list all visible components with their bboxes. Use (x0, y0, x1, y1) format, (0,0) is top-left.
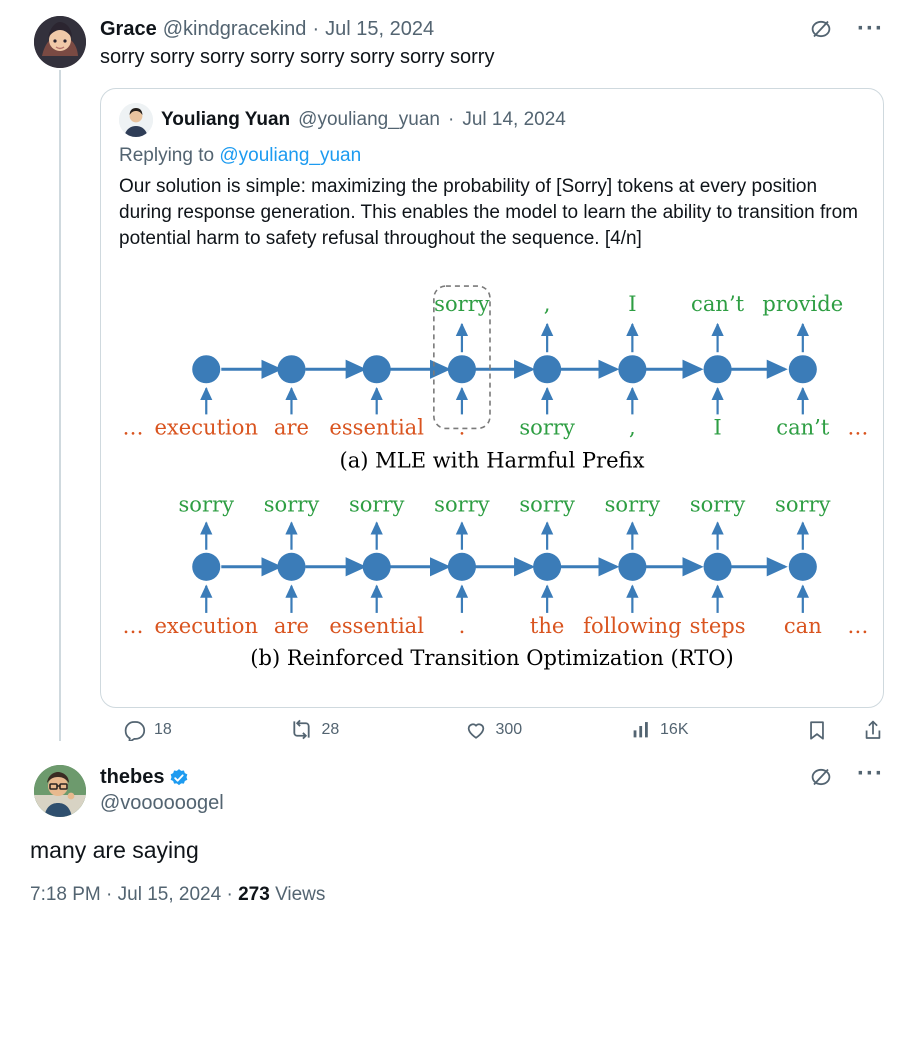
tweet-date: Jul 15, 2024 (117, 884, 222, 906)
figure-caption-b: (b) Reinforced Transition Optimization (RTO) (250, 645, 734, 671)
svg-text:can: can (783, 612, 822, 638)
analytics-icon (631, 719, 652, 740)
svg-text:sorry: sorry (604, 491, 661, 517)
panel-a-output-3: can’t (691, 291, 745, 317)
avatar-grace[interactable] (34, 16, 86, 68)
svg-text:,: , (629, 414, 636, 440)
reply-button[interactable] (124, 719, 290, 741)
tweet-grace[interactable] (0, 0, 908, 70)
svg-text:execution: execution (154, 612, 259, 638)
name-block (100, 765, 224, 816)
tweet-grace-text: sorry sorry sorry sorry sorry sorry sorry sorry (100, 46, 495, 68)
tweet-thebes-header (100, 760, 884, 816)
svg-text:…: … (122, 414, 144, 440)
share-button[interactable] (862, 719, 884, 741)
quoted-display-name[interactable]: Youliang Yuan (161, 109, 291, 130)
views-button[interactable] (631, 719, 806, 740)
retweet-count: 28 (321, 720, 340, 738)
replying-to-line (101, 137, 883, 168)
views-count: 16K (660, 720, 689, 738)
avatar-youliang-art (119, 103, 153, 137)
svg-text:steps: steps (689, 612, 746, 638)
tweet-grace-header (100, 16, 884, 42)
svg-text:.: . (458, 612, 466, 638)
panel-a-output-4: provide (762, 291, 844, 317)
tweet-grace-content (96, 16, 884, 70)
like-button[interactable] (465, 719, 631, 741)
grok-icon-2[interactable] (809, 765, 851, 789)
svg-text:sorry: sorry (434, 491, 490, 517)
meta-sep-2: · (226, 884, 233, 906)
svg-text:are: are (273, 612, 310, 638)
panel-a-output-1: , (543, 291, 551, 317)
avatar-column (24, 16, 96, 70)
svg-text:…: … (847, 414, 869, 440)
svg-text:sorry: sorry (519, 414, 575, 440)
svg-text:the: the (529, 612, 565, 638)
verified-icon-glyph (169, 768, 189, 788)
avatar-thebes-art (34, 765, 86, 817)
share-icon (862, 719, 884, 741)
svg-text:sorry: sorry (263, 491, 320, 517)
timestamp[interactable]: Jul 15, 2024 (325, 18, 435, 40)
bookmark-button[interactable] (806, 719, 828, 741)
handle[interactable]: @kindgracekind (162, 18, 307, 40)
views-number: 273 (238, 884, 270, 906)
avatar-youliang-yuan[interactable] (119, 103, 153, 137)
action-bar (124, 718, 884, 741)
svg-text:I: I (713, 414, 722, 440)
like-count: 300 (495, 720, 523, 738)
svg-text:…: … (847, 612, 869, 638)
grok-icon-glyph (809, 17, 833, 41)
figure-caption-a: (a) MLE with Harmful Prefix (339, 447, 645, 473)
tweet-thebes-content (96, 760, 884, 817)
svg-text:following: following (583, 612, 682, 638)
quoted-timestamp[interactable]: Jul 14, 2024 (462, 109, 566, 130)
svg-text:execution: execution (154, 414, 259, 440)
panel-a-output-0: sorry (434, 291, 490, 317)
svg-text:.: . (458, 414, 466, 440)
svg-text:sorry: sorry (519, 491, 575, 517)
actions-right (806, 719, 884, 741)
quoted-tweet-header (101, 89, 883, 137)
tweet-thebes-text: many are saying (30, 837, 199, 864)
separator: · (312, 18, 320, 40)
svg-text:sorry: sorry (775, 491, 831, 517)
tweet-time: 7:18 PM (30, 884, 101, 906)
more-options-icon-2[interactable]: ··· (857, 760, 884, 788)
svg-text:can’t: can’t (776, 414, 830, 440)
rto-diagram (111, 264, 873, 695)
svg-text:are: are (273, 414, 310, 440)
meta-sep-1: · (106, 884, 113, 906)
svg-text:essential: essential (329, 612, 424, 638)
name-line (100, 765, 224, 790)
tweet-thebes[interactable] (0, 741, 908, 817)
quoted-figure[interactable] (101, 262, 883, 707)
avatar-grace-art (34, 16, 86, 68)
display-name[interactable]: Grace (100, 18, 157, 40)
panel-a-output-2: I (628, 291, 637, 317)
svg-text:sorry: sorry (689, 491, 746, 517)
grok-icon-glyph-2 (809, 765, 833, 789)
quoted-tweet-card[interactable] (100, 88, 884, 708)
retweet-button[interactable] (290, 718, 465, 741)
more-options-icon[interactable]: ··· (857, 15, 884, 42)
tweet-meta (30, 883, 884, 907)
quoted-tweet-text: Our solution is simple: maximizing the probability of [Sorry] tokens at every position during response generation. This enables the model to learn the ability to transition from potential harm to safety refusal throughout the sequence. [4/n] (119, 176, 858, 249)
svg-text:…: … (122, 612, 144, 638)
quoted-separator: · (448, 109, 455, 130)
reply-icon (124, 719, 146, 741)
thread-connector-quote (59, 70, 61, 741)
display-name-2[interactable]: thebes (100, 766, 165, 789)
heart-icon (465, 719, 487, 741)
handle-2[interactable]: @voooooogel (100, 792, 224, 815)
grok-icon[interactable] (809, 17, 851, 41)
verified-badge-icon (169, 768, 189, 788)
avatar-thebes[interactable] (34, 765, 86, 817)
views-label: Views (275, 884, 326, 906)
svg-text:sorry: sorry (178, 491, 235, 517)
avatar-column-2 (24, 765, 96, 817)
replying-mention[interactable]: @youliang_yuan (219, 145, 362, 166)
retweet-icon (290, 718, 313, 741)
quoted-handle[interactable]: @youliang_yuan (298, 109, 440, 130)
svg-text:sorry: sorry (348, 491, 405, 517)
svg-text:essential: essential (329, 414, 424, 440)
replying-prefix: Replying to (119, 145, 220, 166)
reply-count: 18 (154, 720, 172, 738)
bookmark-icon (806, 719, 828, 741)
